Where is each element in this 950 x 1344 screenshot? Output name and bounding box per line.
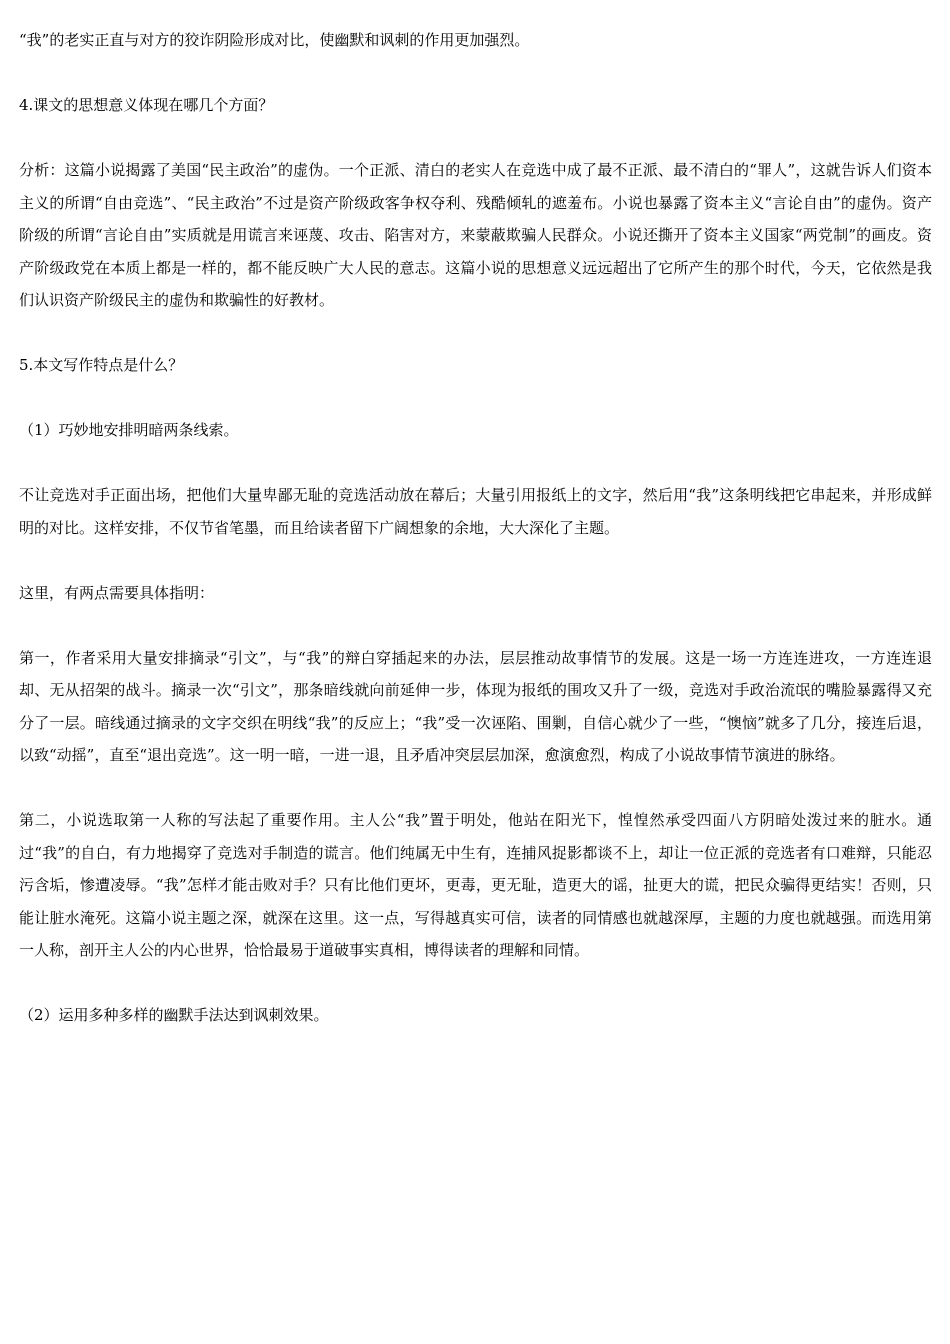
clue-paragraph: 不让竞选对手正面出场，把他们大量卑鄙无耻的竞选活动放在幕后；大量引用报纸上的文字，然后用“我”这条明线把它串起来，并形成鲜明的对比。这样安排，不仅节省笔墨，而且给读者留下广阔想象的余地，大大深化了主题。 (19, 486, 932, 537)
subheading-2: （2）运用多种多样的幽默手法达到讽刺效果。 (19, 1006, 329, 1024)
question-5-heading: 5.本文写作特点是什么？ (19, 356, 184, 374)
question-4-heading: 4.课文的思想意义体现在哪几个方面？ (19, 96, 274, 114)
document-page (19, 24, 932, 1032)
subheading-1: （1）巧妙地安排明暗两条线索。 (19, 421, 239, 439)
paragraph-contrast-note: “我”的老实正直与对方的狡诈阴险形成对比，使幽默和讽刺的作用更加强烈。 (19, 31, 530, 49)
points-intro: 这里，有两点需要具体指明： (19, 583, 215, 602)
analysis-paragraph: 分析：这篇小说揭露了美国“民主政治”的虚伪。一个正派、清白的老实人在竞选中成了最不正派、最不清白的“罪人”，这就告诉人们资本主义的所谓“自由竞选”、“民主政治”不过是资产阶级政客争权夺利、残酷倾轧的遮羞布。小说也暴露了资本主义“言论自由”的虚伪。资产阶级的所谓“言论自由”实质就是用谎言来诬蔑、攻击、陷害对方，来蒙蔽欺骗人民群众。小说还撕开了资本主义国家“两党制”的画皮。资产阶级政党在本质上都是一样的，都不能反映广大人民的意志。这篇小说的思想意义远远超出了它所产生的那个时代，今天，它依然是我们认识资产阶级民主的虚伪和欺骗性的好教材。 (19, 161, 932, 309)
point-one-paragraph: 第一，作者采用大量安排摘录“引文”，与“我”的辩白穿插起来的办法，层层推动故事情节的发展。这是一场一方连连进攻，一方连连退却、无从招架的战斗。摘录一次“引文”，那条暗线就向前延伸一步，体现为报纸的围攻又升了一级，竞选对手政治流氓的嘴脸暴露得又充分了一层。暗线通过摘录的文字交织在明线“我”的反应上；“我”受一次诬陷、围剿，自信心就少了一些，“懊恼”就多了几分，接连后退，以致“动摇”，直至“退出竞选”。这一明一暗，一进一退，且矛盾冲突层层加深，愈演愈烈，构成了小说故事情节演进的脉络。 (19, 648, 932, 764)
point-two-paragraph: 第二，小说选取第一人称的写法起了重要作用。主人公“我”置于明处，他站在阳光下，惶惶然承受四面八方阴暗处泼过来的脏水。通过“我”的自白，有力地揭穿了竞选对手制造的谎言。他们纯属无中生有，连捕风捉影都谈不上，却让一位正派的竞选者有口难辩，只能忍污含垢，惨遭凌辱。“我”怎样才能击败对手？只有比他们更坏，更毒，更无耻，造更大的谣，扯更大的谎，把民众骗得更结实！否则，只能让脏水淹死。这篇小说主题之深，就深在这里。这一点，写得越真实可信，读者的同情感也就越深厚，主题的力度也就越强。而选用第一人称，剖开主人公的内心世界，恰恰最易于道破事实真相，博得读者的理解和同情。 (19, 811, 932, 959)
